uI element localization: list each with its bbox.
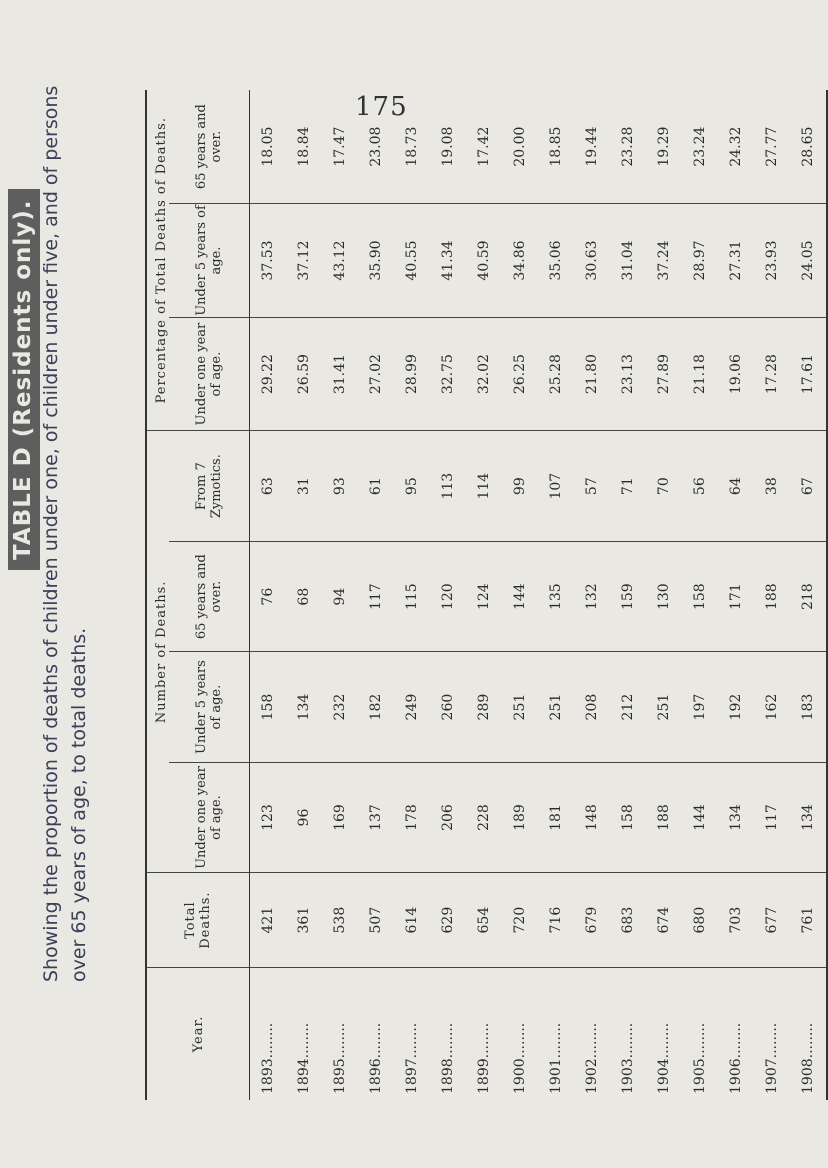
pct-under-one-cell: 17.28	[754, 317, 790, 431]
year-value: 1895	[332, 1058, 348, 1094]
year-cell	[322, 967, 358, 1100]
pct-under-five-cell: 40.59	[466, 204, 502, 318]
year-cell	[538, 967, 574, 1100]
pct-under-five-cell: 37.53	[250, 204, 287, 318]
zymotics-cell: 107	[538, 431, 574, 542]
pct-over-65-cell: 23.28	[620, 126, 636, 167]
deaths-table	[145, 90, 828, 1100]
zymotics-cell: 113	[430, 431, 466, 542]
year-cell	[610, 967, 646, 1100]
pct-under-one-cell: 26.59	[286, 317, 322, 431]
under-five-cell: 212	[610, 652, 646, 762]
over-65-cell: 130	[646, 541, 682, 651]
pct-over-65-cell: 19.08	[440, 126, 456, 167]
table-caption	[0, 0, 150, 1120]
under-one-cell: 134	[718, 762, 754, 872]
over-65-cell: 76	[250, 541, 287, 651]
zymotics-cell: 70	[646, 431, 682, 542]
pct-over-65-cell: 18.84	[296, 126, 312, 167]
leader-dots: ........	[404, 1022, 420, 1059]
over-65-cell: 158	[682, 541, 718, 651]
pct-over-65-cell: 19.29	[656, 126, 672, 167]
zymotics-cell: 99	[502, 431, 538, 542]
year-cell	[394, 967, 430, 1100]
pct-over-65-cell: 24.32	[728, 126, 744, 167]
total-deaths-cell: 614	[394, 873, 430, 968]
pct-over-65-cell: 18.73	[404, 126, 420, 167]
under-five-header: Under 5 years of age.	[169, 652, 250, 762]
over-65-cell: 135	[538, 541, 574, 651]
leader-dots: ........	[692, 1022, 708, 1059]
under-one-cell: 206	[430, 762, 466, 872]
pct-under-one-header: Under one year of age.	[169, 317, 250, 431]
pct-under-five-cell: 41.34	[430, 204, 466, 318]
year-value: 1908	[800, 1058, 816, 1094]
pct-under-five-cell: 27.31	[718, 204, 754, 318]
zymotics-cell: 93	[322, 431, 358, 542]
caption-line-2: over 65 years of age, to total deaths.	[68, 627, 90, 982]
under-five-cell: 289	[466, 652, 502, 762]
leader-dots: ........	[296, 1022, 312, 1059]
under-five-cell: 251	[502, 652, 538, 762]
total-deaths-cell: 507	[358, 873, 394, 968]
pct-under-five-cell: 24.05	[790, 204, 827, 318]
over-65-cell: 120	[430, 541, 466, 651]
pct-under-one-cell: 32.75	[430, 317, 466, 431]
pct-over-65-cell: 23.24	[692, 126, 708, 167]
pct-over-65-cell: 18.85	[548, 126, 564, 167]
year-value: 1896	[368, 1058, 384, 1094]
total-deaths-cell: 538	[322, 873, 358, 968]
zymotics-cell: 61	[358, 431, 394, 542]
under-one-cell: 158	[610, 762, 646, 872]
leader-dots: ........	[656, 1022, 672, 1059]
total-deaths-cell: 654	[466, 873, 502, 968]
total-deaths-cell: 677	[754, 873, 790, 968]
zymotics-cell: 57	[574, 431, 610, 542]
year-cell	[430, 967, 466, 1100]
table-row	[250, 90, 287, 1100]
pct-over-65-cell: 17.47	[332, 126, 348, 167]
leader-dots: ........	[584, 1022, 600, 1059]
year-value: 1905	[692, 1058, 708, 1094]
pct-under-one-cell: 27.89	[646, 317, 682, 431]
over-65-cell: 171	[718, 541, 754, 651]
total-deaths-cell: 679	[574, 873, 610, 968]
year-cell	[574, 967, 610, 1100]
year-header: Year.	[146, 967, 250, 1100]
under-one-cell: 134	[790, 762, 827, 872]
pct-over-65-cell: 17.42	[476, 126, 492, 167]
under-one-cell: 189	[502, 762, 538, 872]
table-row	[358, 90, 394, 1100]
year-cell	[754, 967, 790, 1100]
year-cell	[790, 967, 827, 1100]
table-row	[754, 90, 790, 1100]
over-65-cell: 132	[574, 541, 610, 651]
pct-under-five-cell: 23.93	[754, 204, 790, 318]
page-number: 175	[355, 92, 408, 122]
pct-under-five-cell: 30.63	[574, 204, 610, 318]
zymotics-cell: 67	[790, 431, 827, 542]
year-value: 1903	[620, 1058, 636, 1094]
over-65-cell: 159	[610, 541, 646, 651]
zymotics-cell: 63	[250, 431, 287, 542]
zymotics-cell: 71	[610, 431, 646, 542]
leader-dots: ........	[476, 1022, 492, 1059]
total-deaths-cell: 674	[646, 873, 682, 968]
under-one-cell: 181	[538, 762, 574, 872]
year-cell	[718, 967, 754, 1100]
pct-under-five-cell: 35.06	[538, 204, 574, 318]
under-five-cell: 183	[790, 652, 827, 762]
under-five-cell: 249	[394, 652, 430, 762]
year-value: 1902	[584, 1058, 600, 1094]
table-row	[646, 90, 682, 1100]
year-value: 1901	[548, 1058, 564, 1094]
year-value: 1897	[404, 1058, 420, 1094]
year-value: 1894	[296, 1058, 312, 1094]
percentage-group: Percentage of Total Deaths of Deaths.	[146, 90, 169, 431]
zymotics-cell: 95	[394, 431, 430, 542]
year-cell	[358, 967, 394, 1100]
under-five-cell: 251	[646, 652, 682, 762]
zymotics-cell: 31	[286, 431, 322, 542]
under-one-cell: 178	[394, 762, 430, 872]
total-deaths-cell: 716	[538, 873, 574, 968]
leader-dots: ........	[260, 1022, 276, 1059]
year-cell	[682, 967, 718, 1100]
under-five-cell: 134	[286, 652, 322, 762]
table-row	[430, 90, 466, 1100]
group-header-row	[146, 90, 169, 1100]
leader-dots: ........	[620, 1022, 636, 1059]
under-five-cell: 182	[358, 652, 394, 762]
under-five-cell: 197	[682, 652, 718, 762]
under-one-cell: 96	[286, 762, 322, 872]
total-deaths-header: Total Deaths.	[146, 873, 250, 968]
over-65-cell: 117	[358, 541, 394, 651]
under-one-cell: 144	[682, 762, 718, 872]
zymotics-cell: 56	[682, 431, 718, 542]
under-one-cell: 137	[358, 762, 394, 872]
pct-under-five-cell: 37.12	[286, 204, 322, 318]
under-five-cell: 158	[250, 652, 287, 762]
table-row	[286, 90, 322, 1100]
under-one-cell: 148	[574, 762, 610, 872]
year-cell	[646, 967, 682, 1100]
pct-under-one-cell: 26.25	[502, 317, 538, 431]
year-cell	[466, 967, 502, 1100]
table-row	[574, 90, 610, 1100]
table-row	[538, 90, 574, 1100]
leader-dots: ........	[440, 1022, 456, 1059]
pct-under-one-cell: 29.22	[250, 317, 287, 431]
year-cell	[286, 967, 322, 1100]
under-five-cell: 162	[754, 652, 790, 762]
leader-dots: ........	[512, 1022, 528, 1059]
over-65-cell: 68	[286, 541, 322, 651]
table-row	[322, 90, 358, 1100]
pct-over-65-header: 65 years and over.	[169, 90, 250, 204]
under-one-cell: 117	[754, 762, 790, 872]
zymotics-cell: 114	[466, 431, 502, 542]
over-65-cell: 94	[322, 541, 358, 651]
zymotics-cell: 38	[754, 431, 790, 542]
under-five-cell: 251	[538, 652, 574, 762]
pct-under-five-cell: 34.86	[502, 204, 538, 318]
under-five-cell: 208	[574, 652, 610, 762]
under-five-cell: 232	[322, 652, 358, 762]
total-deaths-cell: 680	[682, 873, 718, 968]
zymotics-header: From 7 Zymotics.	[169, 431, 250, 542]
year-value: 1893	[260, 1058, 276, 1094]
over-65-cell: 188	[754, 541, 790, 651]
pct-over-65-cell: 20.00	[512, 126, 528, 167]
table-row	[682, 90, 718, 1100]
pct-over-65-cell: 18.05	[260, 126, 276, 167]
total-deaths-cell: 361	[286, 873, 322, 968]
pct-under-five-cell: 28.97	[682, 204, 718, 318]
over-65-cell: 124	[466, 541, 502, 651]
under-one-cell: 228	[466, 762, 502, 872]
under-five-cell: 260	[430, 652, 466, 762]
zymotics-cell: 64	[718, 431, 754, 542]
over-65-cell: 218	[790, 541, 827, 651]
pct-under-one-cell: 21.18	[682, 317, 718, 431]
pct-under-one-cell: 27.02	[358, 317, 394, 431]
over-65-cell: 144	[502, 541, 538, 651]
pct-under-five-header: Under 5 years of age.	[169, 204, 250, 318]
pct-under-one-cell: 19.06	[718, 317, 754, 431]
pct-under-one-cell: 25.28	[538, 317, 574, 431]
caption-line-1: Showing the proportion of deaths of children under one, of children under five, and of persons	[40, 85, 62, 982]
pct-over-65-cell: 19.44	[584, 126, 600, 167]
under-one-header: Under one year of age.	[169, 762, 250, 872]
leader-dots: ........	[548, 1022, 564, 1059]
year-value: 1899	[476, 1058, 492, 1094]
year-value: 1898	[440, 1058, 456, 1094]
table-row	[790, 90, 827, 1100]
table-row	[610, 90, 646, 1100]
pct-under-one-cell: 21.80	[574, 317, 610, 431]
pct-over-65-cell: 23.08	[368, 126, 384, 167]
pct-under-one-cell: 32.02	[466, 317, 502, 431]
table-row	[466, 90, 502, 1100]
year-value: 1906	[728, 1058, 744, 1094]
leader-dots: ........	[332, 1022, 348, 1059]
number-of-deaths-group: Number of Deaths.	[146, 431, 169, 873]
total-deaths-cell: 761	[790, 873, 827, 968]
table-row	[718, 90, 754, 1100]
pct-under-one-cell: 23.13	[610, 317, 646, 431]
total-deaths-cell: 703	[718, 873, 754, 968]
pct-under-five-cell: 37.24	[646, 204, 682, 318]
table-row	[502, 90, 538, 1100]
year-cell	[502, 967, 538, 1100]
table-label: TABLE D (Residents only).	[8, 189, 40, 570]
pct-under-one-cell: 17.61	[790, 317, 827, 431]
over-65-header: 65 years and over.	[169, 541, 250, 651]
total-deaths-cell: 629	[430, 873, 466, 968]
under-one-cell: 188	[646, 762, 682, 872]
under-five-cell: 192	[718, 652, 754, 762]
year-value: 1907	[764, 1058, 780, 1094]
total-deaths-cell: 683	[610, 873, 646, 968]
leader-dots: ........	[728, 1022, 744, 1059]
year-value: 1900	[512, 1058, 528, 1094]
under-one-cell: 169	[322, 762, 358, 872]
pct-under-five-cell: 31.04	[610, 204, 646, 318]
pct-under-five-cell: 35.90	[358, 204, 394, 318]
total-deaths-cell: 421	[250, 873, 287, 968]
table-row	[394, 90, 430, 1100]
pct-over-65-cell: 27.77	[764, 126, 780, 167]
leader-dots: ........	[764, 1022, 780, 1059]
over-65-cell: 115	[394, 541, 430, 651]
under-one-cell: 123	[250, 762, 287, 872]
year-cell	[250, 967, 287, 1100]
total-deaths-cell: 720	[502, 873, 538, 968]
pct-over-65-cell: 28.65	[790, 90, 827, 204]
leader-dots: ........	[368, 1022, 384, 1059]
year-value: 1904	[656, 1058, 672, 1094]
leader-dots: ........	[800, 1022, 816, 1059]
pct-under-one-cell: 31.41	[322, 317, 358, 431]
pct-under-five-cell: 43.12	[322, 204, 358, 318]
pct-under-five-cell: 40.55	[394, 204, 430, 318]
pct-under-one-cell: 28.99	[394, 317, 430, 431]
table-body	[250, 90, 828, 1100]
